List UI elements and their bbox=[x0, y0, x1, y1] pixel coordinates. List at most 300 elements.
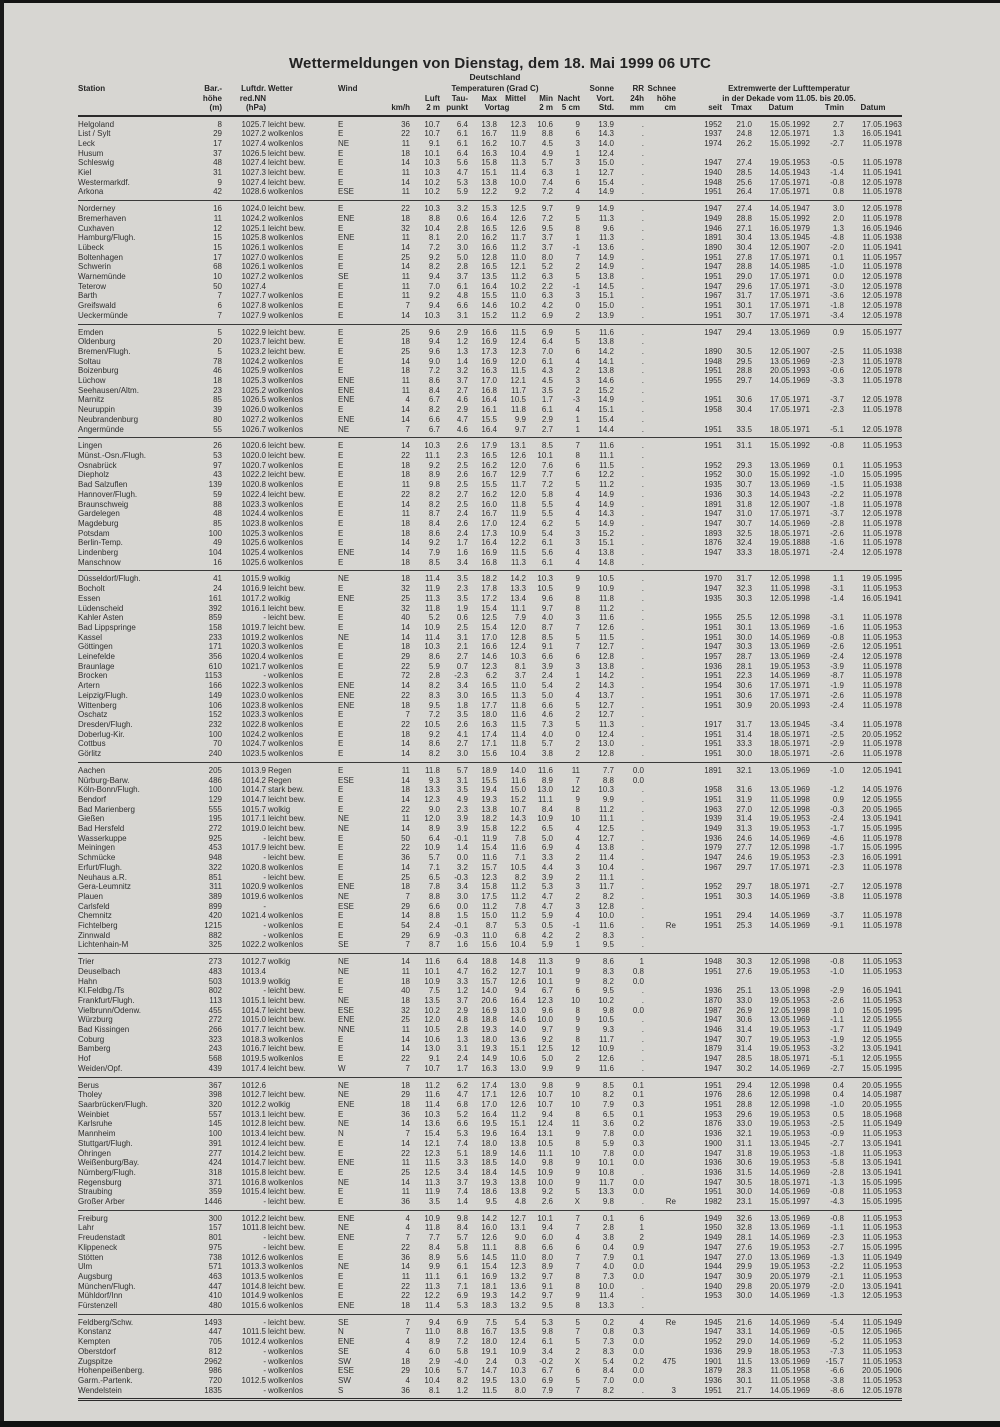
cell-snow bbox=[644, 1158, 676, 1168]
cell-temp-night: 2 bbox=[575, 739, 580, 749]
cell-tmin: 0.0 bbox=[832, 272, 844, 282]
cell-dewpoint: 4.7 bbox=[456, 168, 468, 178]
cell-tmax: 31.1 bbox=[736, 1138, 752, 1148]
cell-station: Teterow bbox=[78, 281, 107, 291]
cell-pressure: 1023.3 bbox=[241, 499, 266, 509]
cell-pressure: 1016.9 bbox=[241, 584, 266, 594]
cell-sunshine: 11.8 bbox=[599, 593, 614, 603]
cell-weather: leicht bew. bbox=[268, 451, 306, 460]
cell-temp-air: 7.2 bbox=[428, 366, 440, 376]
cell-temp-night: 2 bbox=[575, 710, 580, 720]
cell-weather: wolkenlos bbox=[266, 558, 338, 571]
cell-sunshine: 12.8 bbox=[580, 749, 614, 762]
cell-tmax: 33.1 bbox=[736, 1327, 752, 1337]
cell-altitude: 39 bbox=[213, 405, 222, 415]
cell-tmax-date: 14.05.1969 bbox=[769, 1337, 810, 1347]
cell-tmin-date: 11.05.1953 bbox=[862, 1271, 902, 1281]
cell-sunshine: 11.6 bbox=[599, 327, 614, 337]
cell-altitude: 2962 bbox=[204, 1356, 222, 1366]
table-row bbox=[78, 834, 902, 844]
table-row bbox=[78, 1178, 902, 1188]
cell-precip: . bbox=[641, 882, 644, 892]
cell-pressure: 1020.3 bbox=[241, 642, 266, 652]
cell-precip: 0.2 bbox=[632, 1356, 644, 1366]
cell-wind-dir: E bbox=[338, 451, 344, 460]
cell-tmin: -2.7 bbox=[830, 1138, 844, 1148]
cell-temp-mean: 11.7 bbox=[511, 385, 526, 395]
cell-station: Mühldorf/Inn bbox=[78, 1291, 123, 1301]
cell-precip: . bbox=[641, 414, 644, 424]
cell-sunshine: 0.1 bbox=[602, 1213, 614, 1223]
cell-temp-min: 3.9 bbox=[541, 661, 553, 671]
cell-temp-mean: 13.0 bbox=[497, 1064, 526, 1077]
cell-temp-min: 6.3 bbox=[541, 291, 553, 301]
cell-temp-min: 10.9 bbox=[537, 814, 553, 824]
cell-dewpoint: -0.1 bbox=[454, 921, 468, 931]
cell-wind-dir: ENE bbox=[338, 414, 355, 424]
cell-temp-air: 8.6 bbox=[428, 376, 440, 386]
cell-tmin: -2.3 bbox=[830, 1233, 844, 1243]
cell-station: Hof bbox=[78, 1054, 91, 1064]
cell-snow bbox=[644, 1129, 676, 1139]
cell-wind-speed: 7 bbox=[405, 1327, 410, 1337]
cell-dewpoint: 8.2 bbox=[456, 1375, 468, 1385]
cell-since: 1947 bbox=[704, 548, 722, 558]
cell-temp-min: 7.2 bbox=[541, 480, 553, 490]
table-row bbox=[78, 1015, 902, 1025]
cell-snow bbox=[644, 954, 676, 967]
cell-tmin-date: 11.05.1953 bbox=[862, 441, 902, 451]
cell-tmax: 30.0 bbox=[736, 632, 752, 642]
cell-tmax: 31.4 bbox=[736, 729, 752, 739]
cell-dewpoint: 2.9 bbox=[456, 405, 468, 415]
cell-pressure: 1024.2 bbox=[241, 356, 266, 366]
cell-precip: . bbox=[614, 940, 644, 953]
cell-temp-min: 9.7 bbox=[541, 1271, 553, 1281]
cell-tmax bbox=[722, 415, 752, 425]
cell-temp-min: 3.3 bbox=[541, 853, 553, 863]
cell-tmin: -2.7 bbox=[810, 1064, 844, 1077]
cell-temp-max: 17.0 bbox=[481, 632, 497, 642]
cell-precip: 0.0 bbox=[632, 1271, 644, 1281]
cell-snow bbox=[644, 710, 676, 720]
cell-weather: wolkenlos bbox=[268, 710, 304, 720]
cell-precip: . bbox=[641, 739, 644, 749]
cell-weather: wolkenlos bbox=[268, 690, 304, 700]
cell-station: Bad Hersfeld bbox=[78, 824, 125, 834]
cell-temp-min: 11.1 bbox=[538, 1148, 553, 1158]
cell-snow bbox=[644, 902, 676, 912]
cell-pressure: 1026.5 bbox=[241, 395, 266, 405]
cell-dewpoint: 1.2 bbox=[440, 1386, 468, 1400]
cell-temp-max: 14.7 bbox=[481, 1366, 497, 1376]
cell-temp-max: 16.2 bbox=[481, 138, 497, 148]
cell-temp-mean: 8.0 bbox=[497, 1386, 526, 1400]
table-row bbox=[78, 1158, 902, 1168]
cell-temp-air: 11.4 bbox=[425, 574, 440, 584]
cell-temp-mean: 12.3 bbox=[510, 346, 526, 356]
cell-since: 1876 bbox=[704, 538, 722, 548]
cell-tmin-date bbox=[844, 604, 902, 614]
cell-since: 1947 bbox=[704, 584, 722, 594]
table-row bbox=[78, 178, 902, 188]
cell-since: 1951 bbox=[704, 622, 722, 632]
cell-temp-min: 6.0 bbox=[541, 1233, 553, 1243]
cell-temp-mean: 11.6 bbox=[511, 843, 526, 853]
cell-altitude: 882 bbox=[208, 930, 222, 940]
cell-altitude: 152 bbox=[208, 710, 222, 720]
cell-pressure: - bbox=[263, 1233, 266, 1243]
cell-wind-speed: 11 bbox=[401, 814, 410, 824]
cell-altitude: 11 bbox=[213, 213, 222, 223]
cell-temp-night: 12 bbox=[571, 785, 580, 795]
cell-tmin-date: 13.05.1941 bbox=[861, 1167, 902, 1177]
cell-weather: wolkenlos bbox=[268, 719, 304, 729]
cell-wind-dir: E bbox=[338, 1044, 344, 1054]
cell-wind-dir: E bbox=[338, 862, 344, 872]
cell-since: 1952 bbox=[704, 470, 722, 480]
cell-temp-air: 8.4 bbox=[428, 385, 440, 395]
cell-temp-air: 6.6 bbox=[428, 901, 440, 911]
cell-temp-min: 10.5 bbox=[537, 584, 553, 594]
cell-sunshine: 12.4 bbox=[598, 148, 614, 158]
cell-pressure: 1027.4 bbox=[241, 177, 266, 187]
cell-tmax-date: 18.05.1971 bbox=[769, 1054, 810, 1064]
cell-sunshine: 9.3 bbox=[602, 1025, 614, 1035]
cell-tmin-date: 13.05.1941 bbox=[861, 1138, 902, 1148]
cell-tmax: 29.8 bbox=[736, 1281, 752, 1291]
cell-tmin-date: 20.05.1906 bbox=[861, 1366, 902, 1376]
cell-temp-min: 7.3 bbox=[541, 719, 553, 729]
cell-temp-min: 2.7 bbox=[526, 425, 553, 438]
cell-tmax-date: 17.05.1971 bbox=[769, 681, 810, 691]
cell-tmin-date: 12.05.1978 bbox=[844, 1386, 902, 1400]
cell-temp-night: 11 bbox=[571, 765, 580, 775]
cell-tmin: -2.0 bbox=[830, 242, 844, 252]
cell-tmin-date: 11.05.1953 bbox=[862, 995, 902, 1005]
cell-weather: wolkenlos bbox=[268, 480, 304, 490]
cell-since bbox=[676, 337, 722, 347]
cell-pressure: 1017.1 bbox=[241, 814, 266, 824]
cell-temp-max: 15.7 bbox=[481, 976, 497, 986]
cell-wind-dir: E bbox=[338, 301, 344, 311]
cell-temp-air: 12.2 bbox=[424, 1291, 440, 1301]
cell-pressure: 1017.9 bbox=[241, 843, 266, 853]
cell-altitude: 318 bbox=[208, 1167, 222, 1177]
cell-dewpoint: 5.9 bbox=[440, 187, 468, 200]
cell-pressure: 1020.4 bbox=[241, 652, 266, 662]
cell-tmax: 30.6 bbox=[736, 395, 752, 405]
cell-temp-air: 11.6 bbox=[425, 1090, 440, 1100]
cell-weather: wolkig bbox=[268, 1100, 291, 1109]
cell-temp-night: 3 bbox=[575, 538, 580, 548]
cell-tmin bbox=[810, 558, 844, 571]
cell-tmax: 28.8 bbox=[736, 366, 752, 376]
cell-tmax-date: 19.05.1953 bbox=[769, 1109, 810, 1119]
cell-since: 1946 bbox=[704, 223, 722, 233]
cell-dewpoint: 3.4 bbox=[456, 882, 468, 892]
cell-tmin-date: 12.05.1955 bbox=[861, 1015, 902, 1025]
cell-tmax-date: 15.05.1992 bbox=[769, 213, 810, 223]
cell-precip: . bbox=[614, 1197, 644, 1210]
cell-pressure: - bbox=[222, 1386, 266, 1400]
cell-wind-dir: NE bbox=[338, 814, 350, 824]
cell-temp-air: 8.7 bbox=[410, 940, 440, 953]
cell-tmax-date: 12.05.1907 bbox=[769, 499, 810, 509]
cell-wind-dir: SW bbox=[338, 1356, 351, 1366]
cell-tmax: 31.3 bbox=[736, 824, 752, 834]
cell-temp-night: 2 bbox=[575, 891, 580, 901]
cell-tmax: 30.7 bbox=[736, 480, 752, 490]
cell-temp-min: 6.6 bbox=[541, 700, 553, 710]
cell-sunshine: 7.3 bbox=[602, 1271, 614, 1281]
cell-altitude: 17 bbox=[213, 138, 222, 148]
cell-temp-air: 12.0 bbox=[424, 814, 440, 824]
cell-wind-dir: E bbox=[338, 242, 344, 252]
cell-tmin: -1.7 bbox=[830, 1025, 844, 1035]
cell-tmin-date: 11.05.1953 bbox=[862, 632, 902, 642]
cell-tmin: -0.3 bbox=[830, 804, 844, 814]
cell-temp-max: 15.8 bbox=[481, 882, 497, 892]
cell-wind-speed: 7 bbox=[405, 1317, 410, 1327]
cell-station: Greifswald bbox=[78, 301, 116, 311]
cell-wind-dir: SE bbox=[338, 272, 349, 282]
cell-wind-dir: SE bbox=[338, 1346, 349, 1356]
cell-temp-mean: 11.5 bbox=[511, 366, 526, 376]
cell-sunshine: 7.8 bbox=[602, 1129, 614, 1139]
cell-precip: . bbox=[641, 509, 644, 519]
cell-wind-dir: E bbox=[338, 558, 380, 571]
cell-temp-mean: 11.9 bbox=[511, 129, 526, 139]
cell-precip: . bbox=[641, 168, 644, 178]
cell-tmin-date: 11.05.1978 bbox=[862, 862, 902, 872]
cell-precip: 0.0 bbox=[632, 1375, 644, 1385]
table-row bbox=[78, 1006, 902, 1016]
cell-precip: . bbox=[641, 862, 644, 872]
cell-station: Lingen bbox=[78, 441, 103, 451]
cell-altitude: 70 bbox=[213, 739, 222, 749]
cell-weather: leicht bew. bbox=[268, 158, 306, 168]
cell-temp-min: 6.1 bbox=[541, 538, 553, 548]
cell-temp-air: 11.3 bbox=[425, 1177, 440, 1187]
cell-tmax-date: 19.05.1953 bbox=[769, 1242, 810, 1252]
cell-wind-dir: ENE bbox=[338, 548, 355, 558]
cell-wind-dir: E bbox=[338, 1291, 344, 1301]
cell-sunshine: 8.8 bbox=[602, 775, 614, 785]
cell-tmax-date: 15.05.1992 bbox=[769, 441, 810, 451]
cell-temp-max: 16.0 bbox=[481, 499, 497, 509]
cell-temp-air: 9.9 bbox=[428, 1262, 440, 1272]
cell-temp-max: 18.3 bbox=[468, 1301, 497, 1314]
cell-tmin-date: 11.05.1978 bbox=[862, 499, 902, 509]
table-row bbox=[78, 519, 902, 529]
cell-since: 1947 bbox=[704, 1177, 722, 1187]
col-snow-sub: höhe bbox=[656, 93, 676, 103]
cell-since: 1987 bbox=[704, 1005, 722, 1015]
cell-weather: wolkenlos bbox=[268, 891, 304, 901]
cell-tmin-date: 15.05.1995 bbox=[861, 1242, 902, 1252]
cell-temp-mean: 12.4 bbox=[510, 337, 526, 347]
cell-since: 1949 bbox=[704, 213, 722, 223]
cell-temp-max: 18.0 bbox=[481, 1138, 497, 1148]
cell-temp-max: 16.9 bbox=[481, 1271, 497, 1281]
cell-wind-speed: 25 bbox=[401, 346, 410, 356]
cell-snow bbox=[644, 996, 676, 1006]
cell-snow bbox=[644, 863, 676, 873]
cell-snow: Re bbox=[665, 1317, 676, 1327]
cell-tmin-date: 12.05.1978 bbox=[861, 548, 902, 558]
cell-altitude: 78 bbox=[213, 356, 222, 366]
cell-tmax-date: 12.05.1998 bbox=[769, 1005, 810, 1015]
cell-temp-night: -1 bbox=[572, 921, 580, 931]
cell-temp-mean: 12.6 bbox=[510, 451, 526, 460]
cell-tmax-date bbox=[752, 1301, 810, 1314]
cell-tmin bbox=[810, 902, 844, 912]
cell-altitude: 100 bbox=[208, 1129, 222, 1139]
cell-station: Göttingen bbox=[78, 642, 113, 652]
cell-precip: . bbox=[641, 499, 644, 509]
cell-snow bbox=[644, 571, 676, 584]
cell-weather: wolkenlos bbox=[268, 272, 304, 282]
cell-temp-air: 15.4 bbox=[424, 1129, 440, 1139]
cell-tmax-date: 12.05.1998 bbox=[769, 613, 810, 623]
cell-wind-dir: ENE bbox=[338, 213, 355, 223]
cell-weather: wolkenlos bbox=[268, 1034, 304, 1044]
cell-wind-dir: E bbox=[338, 460, 344, 470]
cell-weather: leicht bew. bbox=[266, 1197, 338, 1210]
cell-tmax: 30.3 bbox=[736, 593, 752, 603]
cell-tmax-date: 14.05.1969 bbox=[769, 833, 810, 843]
cell-sunshine: 8.3 bbox=[602, 930, 614, 940]
cell-precip: . bbox=[641, 376, 644, 386]
table-header bbox=[78, 84, 902, 116]
cell-since: 1951 bbox=[704, 966, 722, 976]
cell-weather: wolkenlos bbox=[268, 862, 304, 872]
cell-tmax-date: 14.05.1969 bbox=[769, 632, 810, 642]
cell-temp-max: 16.6 bbox=[481, 642, 497, 652]
cell-tmax-date: 18.05.1953 bbox=[769, 1346, 810, 1356]
cell-temp-night: 8 bbox=[575, 603, 580, 613]
cell-tmin-date: 12.05.1953 bbox=[861, 1291, 902, 1301]
cell-temp-air: 7.2 bbox=[428, 242, 440, 252]
cell-weather: wolkenlos bbox=[266, 749, 338, 762]
cell-tmin: -0.5 bbox=[830, 158, 844, 168]
table-row bbox=[78, 633, 902, 643]
cell-sunshine: 9.9 bbox=[602, 794, 614, 804]
table-row bbox=[78, 451, 902, 461]
cell-pressure: 1023.3 bbox=[241, 710, 266, 720]
cell-sunshine: 11.7 bbox=[599, 1177, 614, 1187]
cell-snow bbox=[644, 139, 676, 149]
cell-wind-dir: E bbox=[338, 356, 344, 366]
cell-weather: leicht bew. bbox=[268, 223, 306, 233]
cell-wind-dir: E bbox=[338, 518, 344, 528]
cell-weather: Regen bbox=[268, 775, 292, 785]
cell-since: 1947 bbox=[704, 158, 722, 168]
cell-pressure: - bbox=[222, 1197, 266, 1210]
cell-tmax: 30.4 bbox=[736, 233, 752, 243]
cell-precip: . bbox=[614, 311, 644, 324]
cell-dewpoint: -0.1 bbox=[454, 833, 468, 843]
cell-temp-air: 9.3 bbox=[428, 775, 440, 785]
cell-temp-min: 5.6 bbox=[541, 548, 553, 558]
table-row bbox=[78, 1282, 902, 1292]
cell-tmax: 28.1 bbox=[736, 1233, 752, 1243]
cell-temp-min: 9.1 bbox=[541, 1281, 553, 1291]
table-row bbox=[78, 253, 902, 263]
cell-dewpoint: 3.1 bbox=[456, 775, 468, 785]
cell-temp-min: 4.3 bbox=[541, 366, 553, 376]
cell-weather: leicht bew. bbox=[268, 148, 306, 158]
cell-wind-speed: 22 bbox=[401, 843, 410, 853]
cell-tmax: 27.1 bbox=[736, 223, 752, 233]
cell-snow bbox=[644, 1337, 676, 1347]
cell-tmax: 21.7 bbox=[722, 1386, 752, 1400]
cell-pressure: 1025.6 bbox=[241, 538, 266, 548]
cell-tmax: 30.6 bbox=[736, 690, 752, 700]
cell-snow bbox=[644, 940, 676, 953]
cell-temp-min: 9.7 bbox=[541, 603, 553, 613]
cell-wind-speed: 36 bbox=[380, 1197, 410, 1210]
cell-sunshine: 15.4 bbox=[598, 177, 614, 187]
cell-temp-night: 4 bbox=[575, 499, 580, 509]
cell-tmax-date: 19.05.1953 bbox=[769, 1044, 810, 1054]
cell-temp-night: 4 bbox=[575, 509, 580, 519]
cell-weather: leicht bew. bbox=[268, 603, 306, 613]
cell-temp-mean: 16.4 bbox=[510, 1129, 526, 1139]
cell-altitude: 20 bbox=[213, 337, 222, 347]
cell-weather: wolkenlos bbox=[268, 1366, 304, 1376]
cell-precip: . bbox=[641, 729, 644, 739]
cell-temp-min: 8.5 bbox=[541, 632, 553, 642]
cell-tmin-date: 15.05.1995 bbox=[861, 824, 902, 834]
cell-wind-dir: ENE bbox=[338, 882, 355, 892]
cell-wind-dir: ENE bbox=[338, 681, 355, 691]
cell-temp-mean: 11.8 bbox=[511, 405, 526, 415]
cell-precip: . bbox=[641, 1291, 644, 1301]
cell-tmin: -4.3 bbox=[810, 1197, 844, 1210]
cell-tmin: -1.8 bbox=[830, 499, 844, 509]
cell-station: Oberstdorf bbox=[78, 1346, 116, 1356]
cell-tmin-date: 20.05.1965 bbox=[861, 804, 902, 814]
cell-temp-min: 9.8 bbox=[541, 1327, 553, 1337]
cell-sunshine: 0.2 bbox=[602, 1317, 614, 1327]
cell-weather: wolkenlos bbox=[268, 930, 304, 940]
cell-tmin: -1.3 bbox=[830, 1291, 844, 1301]
cell-snow bbox=[644, 911, 676, 921]
cell-pressure: 1027.4 bbox=[241, 281, 266, 291]
cell-temp-max: 14.0 bbox=[481, 986, 497, 996]
cell-sunshine: 3.8 bbox=[602, 1233, 614, 1243]
cell-temp-min: 12.4 bbox=[537, 1119, 553, 1129]
cell-sunshine: 11.6 bbox=[599, 613, 614, 623]
cell-altitude: 15 bbox=[213, 242, 222, 252]
cell-dewpoint: 7.4 bbox=[456, 1187, 468, 1197]
cell-temp-min: 5.4 bbox=[541, 528, 553, 538]
cell-since: 1955 bbox=[704, 613, 722, 623]
cell-temp-air: 8.2 bbox=[428, 405, 440, 415]
cell-temp-night: 1 bbox=[553, 940, 580, 953]
cell-pressure: 1013.9 bbox=[241, 976, 266, 986]
cell-station: Hahn bbox=[78, 976, 98, 986]
cell-sunshine: 12.7 bbox=[598, 168, 614, 178]
cell-temp-air: 8.8 bbox=[428, 213, 440, 223]
cell-snow bbox=[644, 1110, 676, 1120]
cell-temp-max: 16.2 bbox=[481, 233, 497, 243]
cell-tmax-date bbox=[752, 931, 810, 941]
cell-temp-max: 16.4 bbox=[481, 213, 497, 223]
cell-temp-night: 3 bbox=[575, 291, 580, 301]
